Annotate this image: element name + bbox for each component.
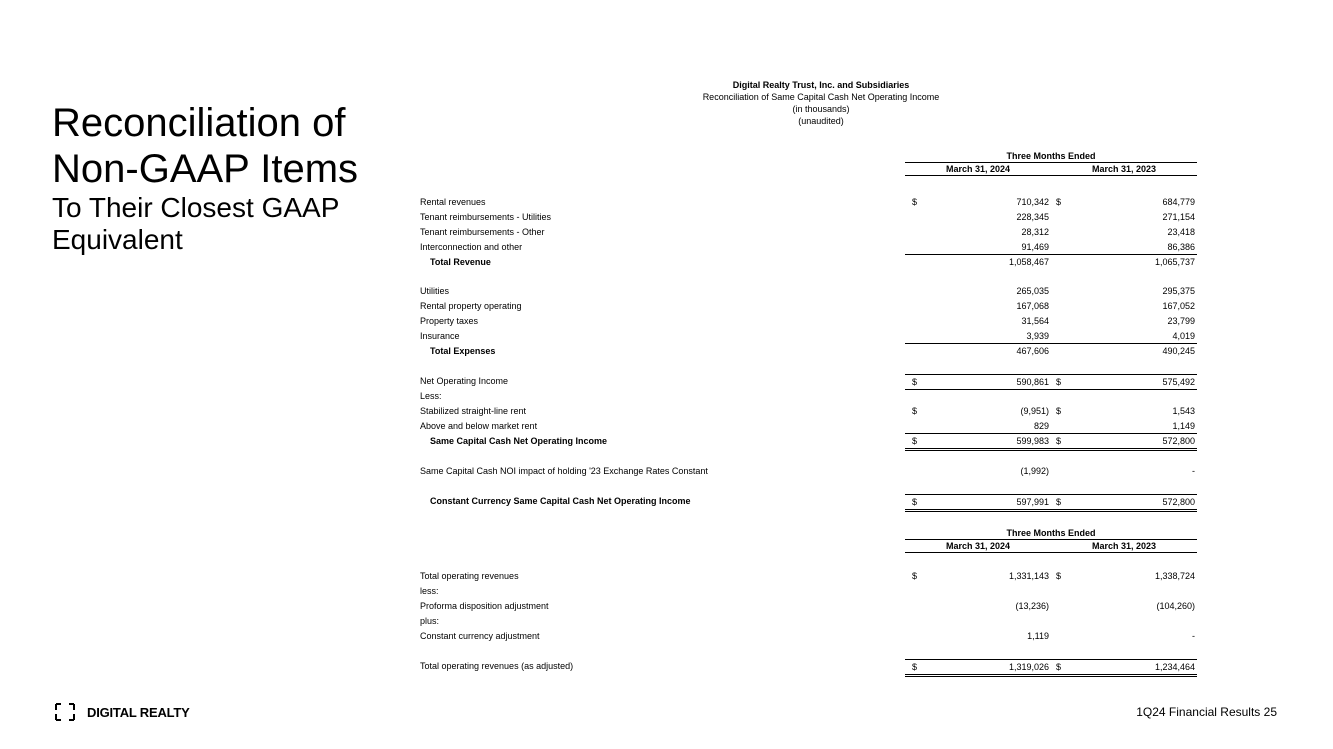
table-row bbox=[420, 404, 1197, 418]
row-label: Total Expenses bbox=[430, 346, 496, 356]
column-date-2023: March 31, 2023 bbox=[1091, 541, 1157, 551]
table-row bbox=[420, 284, 1197, 298]
cell-value: 1,543 bbox=[1172, 406, 1195, 416]
value-cell-2023 bbox=[1051, 329, 1197, 344]
table-row bbox=[420, 434, 1197, 448]
table-row bbox=[420, 389, 1197, 403]
report-header bbox=[620, 79, 1022, 127]
table-row bbox=[420, 195, 1197, 209]
slide-subtitle: To Their Closest GAAP Equivalent bbox=[52, 192, 339, 255]
table-row bbox=[420, 464, 1197, 478]
revenue-column-header bbox=[905, 527, 1197, 553]
value-cell-2024 bbox=[905, 599, 1051, 613]
report-units: (in thousands) bbox=[792, 104, 850, 114]
row-label: less: bbox=[420, 586, 439, 596]
value-cell-2023 bbox=[1051, 599, 1197, 613]
cell-value: 3,939 bbox=[1026, 331, 1049, 341]
cell-value: 91,469 bbox=[1021, 242, 1049, 252]
value-cell-2023 bbox=[1051, 419, 1197, 434]
row-label: Total operating revenues bbox=[420, 571, 519, 581]
value-cell-2024 bbox=[905, 374, 1051, 390]
column-date-2024: March 31, 2024 bbox=[945, 164, 1011, 174]
value-cell-2023 bbox=[1051, 629, 1197, 643]
period-label: Three Months Ended bbox=[905, 527, 1197, 540]
row-label: Total Revenue bbox=[430, 257, 491, 267]
row-label: Constant Currency Same Capital Cash Net Operating Income bbox=[430, 496, 691, 506]
cell-value: 684,779 bbox=[1162, 197, 1195, 207]
row-label: Insurance bbox=[420, 331, 460, 341]
cell-value: (9,951) bbox=[1020, 406, 1049, 416]
currency-symbol: $ bbox=[1056, 436, 1062, 446]
currency-symbol: $ bbox=[1056, 571, 1062, 581]
value-cell-2024 bbox=[905, 494, 1051, 512]
column-date-2024: March 31, 2024 bbox=[945, 541, 1011, 551]
cell-value: 31,564 bbox=[1021, 316, 1049, 326]
value-cell-2023 bbox=[1051, 569, 1197, 583]
cell-value: 1,319,026 bbox=[1008, 662, 1049, 672]
cell-value: - bbox=[1192, 631, 1195, 641]
cell-value: 1,119 bbox=[1027, 631, 1049, 641]
row-label: Net Operating Income bbox=[420, 376, 509, 386]
value-cell-2023 bbox=[1051, 299, 1197, 313]
slide-title bbox=[52, 100, 402, 192]
row-label: Property taxes bbox=[420, 316, 479, 326]
cell-value: 265,035 bbox=[1016, 286, 1049, 296]
cell-value: 467,606 bbox=[1016, 346, 1049, 356]
row-label: Tenant reimbursements - Utilities bbox=[420, 212, 552, 222]
table-row bbox=[420, 419, 1197, 433]
table-row bbox=[420, 344, 1197, 358]
value-cell-2023 bbox=[1051, 210, 1197, 224]
row-label: Utilities bbox=[420, 286, 450, 296]
cell-value: 295,375 bbox=[1162, 286, 1195, 296]
period-label: Three Months Ended bbox=[905, 150, 1197, 163]
value-cell-2024 bbox=[905, 255, 1051, 269]
row-label: Less: bbox=[420, 391, 442, 401]
value-cell-2024 bbox=[905, 659, 1051, 677]
value-cell-2023 bbox=[1051, 389, 1197, 403]
currency-symbol: $ bbox=[1056, 197, 1062, 207]
row-label: Same Capital Cash Net Operating Income bbox=[430, 436, 608, 446]
value-cell-2024 bbox=[905, 584, 1051, 598]
cell-value: 1,149 bbox=[1172, 421, 1195, 431]
value-cell-2023 bbox=[1051, 240, 1197, 255]
cell-value: 23,418 bbox=[1167, 227, 1195, 237]
value-cell-2024 bbox=[905, 240, 1051, 255]
row-label: Interconnection and other bbox=[420, 242, 523, 252]
currency-symbol: $ bbox=[1056, 406, 1062, 416]
digital-realty-logo bbox=[55, 702, 190, 722]
currency-symbol: $ bbox=[912, 436, 918, 446]
value-cell-2024 bbox=[905, 389, 1051, 403]
value-cell-2023 bbox=[1051, 255, 1197, 269]
row-label: Same Capital Cash NOI impact of holding '23 Exchange Rates Constant bbox=[420, 466, 708, 476]
row-label: Rental revenues bbox=[420, 197, 486, 207]
currency-symbol: $ bbox=[1056, 662, 1062, 672]
currency-symbol: $ bbox=[912, 197, 918, 207]
cell-value: 167,068 bbox=[1016, 301, 1049, 311]
table-row bbox=[420, 225, 1197, 239]
brand-name: DIGITAL REALTY bbox=[87, 704, 190, 720]
cell-value: 575,492 bbox=[1162, 377, 1195, 387]
table-row bbox=[420, 614, 1197, 628]
value-cell-2024 bbox=[905, 344, 1051, 358]
currency-symbol: $ bbox=[1056, 377, 1062, 387]
report-company: Digital Realty Trust, Inc. and Subsidiaries bbox=[732, 80, 910, 90]
table-row bbox=[420, 374, 1197, 388]
cell-value: - bbox=[1192, 466, 1195, 476]
cell-value: 1,331,143 bbox=[1008, 571, 1049, 581]
table-row bbox=[420, 584, 1197, 598]
value-cell-2024 bbox=[905, 629, 1051, 643]
cell-value: 271,154 bbox=[1162, 212, 1195, 222]
value-cell-2024 bbox=[905, 329, 1051, 344]
value-cell-2024 bbox=[905, 569, 1051, 583]
value-cell-2024 bbox=[905, 614, 1051, 628]
value-cell-2024 bbox=[905, 210, 1051, 224]
results-label: 1Q24 Financial Results bbox=[1136, 705, 1261, 719]
currency-symbol: $ bbox=[912, 497, 918, 507]
table-row bbox=[420, 599, 1197, 613]
table-row bbox=[420, 240, 1197, 254]
report-audit-status: (unaudited) bbox=[798, 116, 844, 126]
cell-value: (1,992) bbox=[1020, 466, 1049, 476]
currency-symbol: $ bbox=[912, 406, 918, 416]
cell-value: 599,983 bbox=[1016, 436, 1049, 446]
value-cell-2023 bbox=[1051, 284, 1197, 298]
page-number: 25 bbox=[1263, 705, 1277, 719]
cell-value: 1,065,737 bbox=[1154, 257, 1195, 267]
row-label: Constant currency adjustment bbox=[420, 631, 540, 641]
value-cell-2023 bbox=[1051, 659, 1197, 677]
cell-value: 86,386 bbox=[1167, 242, 1195, 252]
row-label: Rental property operating bbox=[420, 301, 522, 311]
value-cell-2024 bbox=[905, 225, 1051, 239]
value-cell-2023 bbox=[1051, 464, 1197, 478]
row-label: plus: bbox=[420, 616, 440, 626]
cell-value: 1,338,724 bbox=[1154, 571, 1195, 581]
noi-column-header bbox=[905, 150, 1197, 176]
cell-value: 572,800 bbox=[1162, 436, 1195, 446]
cell-value: 572,800 bbox=[1162, 497, 1195, 507]
cell-value: 597,991 bbox=[1016, 497, 1049, 507]
table-row bbox=[420, 629, 1197, 643]
value-cell-2024 bbox=[905, 195, 1051, 209]
cell-value: (13,236) bbox=[1015, 601, 1049, 611]
cell-value: 228,345 bbox=[1016, 212, 1049, 222]
slide-title-line: Non-GAAP Items bbox=[52, 147, 359, 191]
row-label: Stabilized straight-line rent bbox=[420, 406, 527, 416]
cell-value: 1,058,467 bbox=[1008, 257, 1049, 267]
cell-value: 167,052 bbox=[1162, 301, 1195, 311]
table-row bbox=[420, 299, 1197, 313]
report-title: Reconciliation of Same Capital Cash Net Operating Income bbox=[702, 92, 940, 102]
row-label: Total operating revenues (as adjusted) bbox=[420, 661, 574, 671]
column-dates bbox=[905, 163, 1197, 176]
cell-value: (104,260) bbox=[1156, 601, 1195, 611]
table-row bbox=[420, 659, 1197, 673]
slide-title-line: Reconciliation of bbox=[52, 101, 346, 145]
value-cell-2024 bbox=[905, 284, 1051, 298]
currency-symbol: $ bbox=[912, 377, 918, 387]
brackets-logo-icon bbox=[55, 703, 75, 721]
table-row bbox=[420, 255, 1197, 269]
cell-value: 1,234,464 bbox=[1154, 662, 1195, 672]
table-row bbox=[420, 329, 1197, 343]
table-row bbox=[420, 494, 1197, 508]
row-label: Above and below market rent bbox=[420, 421, 538, 431]
value-cell-2023 bbox=[1051, 434, 1197, 451]
row-label: Tenant reimbursements - Other bbox=[420, 227, 545, 237]
currency-symbol: $ bbox=[1056, 497, 1062, 507]
cell-value: 490,245 bbox=[1162, 346, 1195, 356]
value-cell-2024 bbox=[905, 404, 1051, 418]
value-cell-2024 bbox=[905, 464, 1051, 478]
value-cell-2024 bbox=[905, 299, 1051, 313]
value-cell-2023 bbox=[1051, 494, 1197, 512]
value-cell-2024 bbox=[905, 314, 1051, 328]
cell-value: 4,019 bbox=[1172, 331, 1195, 341]
column-dates bbox=[905, 540, 1197, 553]
cell-value: 710,342 bbox=[1016, 197, 1049, 207]
table-row bbox=[420, 210, 1197, 224]
value-cell-2023 bbox=[1051, 614, 1197, 628]
value-cell-2023 bbox=[1051, 584, 1197, 598]
currency-symbol: $ bbox=[912, 571, 918, 581]
value-cell-2023 bbox=[1051, 225, 1197, 239]
table-row bbox=[420, 569, 1197, 583]
footer-page-info bbox=[1136, 705, 1277, 719]
value-cell-2023 bbox=[1051, 404, 1197, 418]
value-cell-2023 bbox=[1051, 344, 1197, 358]
table-row bbox=[420, 314, 1197, 328]
row-label: Proforma disposition adjustment bbox=[420, 601, 549, 611]
cell-value: 829 bbox=[1033, 421, 1049, 431]
value-cell-2023 bbox=[1051, 314, 1197, 328]
value-cell-2023 bbox=[1051, 374, 1197, 390]
cell-value: 590,861 bbox=[1016, 377, 1049, 387]
value-cell-2024 bbox=[905, 419, 1051, 434]
cell-value: 23,799 bbox=[1167, 316, 1195, 326]
column-date-2023: March 31, 2023 bbox=[1091, 164, 1157, 174]
value-cell-2024 bbox=[905, 434, 1051, 451]
value-cell-2023 bbox=[1051, 195, 1197, 209]
currency-symbol: $ bbox=[912, 662, 918, 672]
cell-value: 28,312 bbox=[1021, 227, 1049, 237]
